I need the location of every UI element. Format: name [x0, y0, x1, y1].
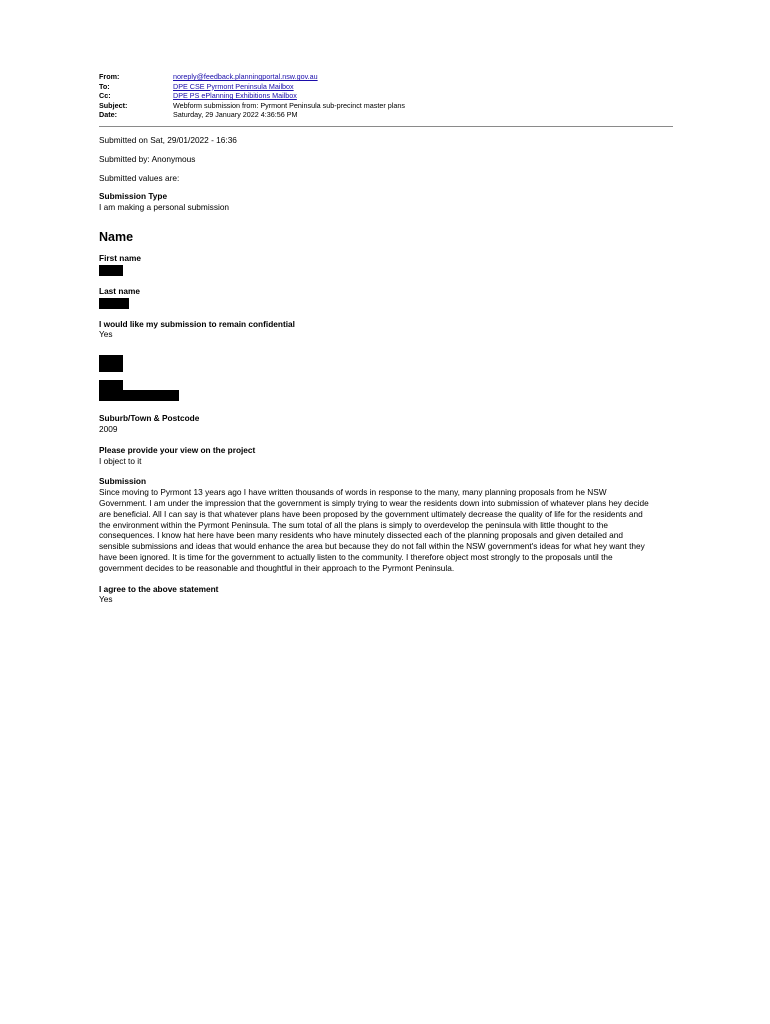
cc-row: [99, 91, 674, 101]
from-label: From:: [99, 72, 120, 81]
confidential-value: Yes: [99, 329, 113, 340]
first-name-label: First name: [99, 252, 141, 263]
submission-line: Since moving to Pyrmont 13 years ago I have written thousands of words in response to the many, many planning proposals from he NSW: [99, 487, 607, 498]
last-name-label: Last name: [99, 285, 141, 296]
submission-text: [99, 487, 677, 573]
redacted-block: [99, 355, 123, 372]
date-value: Saturday, 29 January 2022 4:36:56 PM: [173, 110, 298, 120]
view-value: I object to it: [99, 455, 142, 466]
email-body: [99, 135, 679, 605]
agree-value: Yes: [99, 594, 113, 605]
submission-line: Government. I am under the impression that the government is simply trying to wear the residents down into submission of whatever plans hey decide: [99, 497, 649, 508]
cc-label: Cc:: [99, 91, 111, 101]
to-row: [99, 82, 674, 92]
submission-label: Submission: [99, 476, 147, 487]
submission-line: are beneficial. All I can say is that whatever plans have been proposed by the government ultimately decrease the quality of life for the residents and: [99, 508, 643, 519]
subject-label: Subject:: [99, 100, 128, 110]
agree-label: I agree to the above statement: [99, 583, 219, 594]
from-link[interactable]: noreply@feedback.planningportal.nsw.gov.au: [173, 72, 318, 81]
last-name-redaction: [99, 298, 129, 309]
submission-line: government decides to be reasonable and thoughtful in their approach to the Pyrmont Peninsula.: [99, 562, 455, 573]
confidential-label: I would like my submission to remain confidential: [99, 318, 295, 329]
submission-line: have been ignored. It is time for the government to actually listen to the community. I therefore object most strongly to the proposals until the: [99, 551, 613, 562]
subject-value: Webform submission from: Pyrmont Peninsula sub-precinct master plans: [173, 100, 405, 110]
view-label: Please provide your view on the project: [99, 444, 256, 455]
submission-type-label: Submission Type: [99, 191, 168, 202]
suburb-value: 2009: [99, 423, 118, 434]
cc-link[interactable]: DPE PS ePlanning Exhibitions Mailbox: [173, 91, 297, 101]
submitted-values: Submitted values are:: [99, 172, 180, 183]
submitted-on: Submitted on Sat, 29/01/2022 - 16:36: [99, 135, 237, 145]
email-header: [99, 72, 674, 120]
date-row: [99, 110, 674, 120]
redacted-block: [99, 380, 179, 401]
suburb-label: Suburb/Town & Postcode: [99, 413, 200, 424]
name-heading: Name: [99, 229, 134, 244]
date-label: Date:: [99, 110, 117, 120]
subject-row: [99, 101, 674, 111]
submission-line: sensible submissions and ideas that would enhance the area but because they do not fall within the NSW government's ideas for what hey want they: [99, 541, 645, 552]
from-row: [99, 72, 674, 82]
submission-line: the environment within the Pyrmont Peninsula. The sum total of all the plans is simply to overdevelop the peninsula with little thought to the: [99, 519, 609, 530]
submission-type-value: I am making a personal submission: [99, 202, 230, 213]
submission-line: consequences. I know hat here have been many residents who have minutely dissected each of the planning proposals and given detailed and: [99, 530, 623, 541]
submitted-by: Submitted by: Anonymous: [99, 153, 196, 164]
first-name-redaction: [99, 265, 123, 276]
header-divider: [99, 126, 673, 127]
to-label: To:: [99, 81, 110, 91]
to-link[interactable]: DPE CSE Pyrmont Peninsula Mailbox: [173, 81, 294, 91]
